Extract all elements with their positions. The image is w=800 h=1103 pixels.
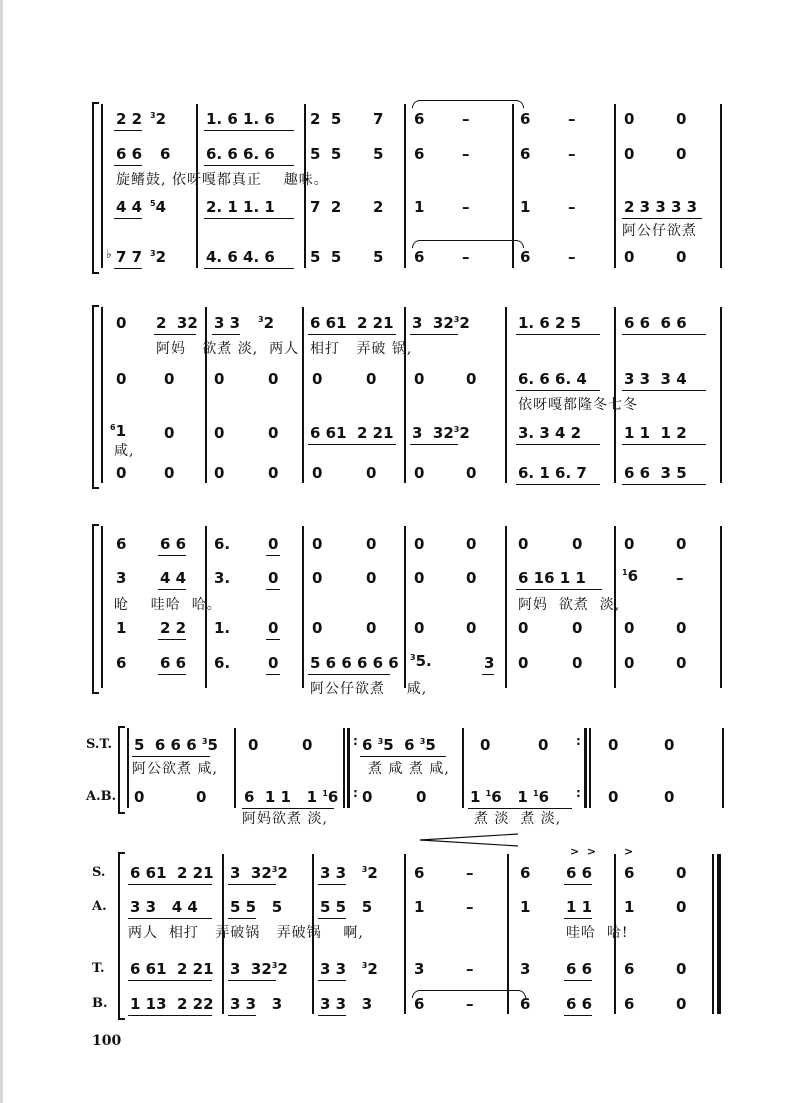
barline [404,307,406,483]
barline [234,728,236,808]
lyric-line: 阿妈 欲煮 淡, 两人 相打 弄破 锅, [156,341,413,357]
lyric-line: 阿公欲煮 咸, [132,761,218,777]
lyric-line: 阿妈 欲煮 淡, [518,597,621,613]
system-5-bracket [118,852,125,1020]
lyric-line: 旋鳍鼓, 依呀嘎都真正 趣味。 [116,172,329,188]
barline [614,104,616,268]
barline [589,728,591,808]
system-1-bracket [92,102,99,274]
final-barline-thick [717,854,721,1014]
lyric-line: 煮 淡 煮 淡, [474,811,562,827]
lyric-line: 两人 相打 弄破锅 弄破锅 啊, [128,925,364,941]
page-edge [0,0,3,1103]
barline [722,728,724,808]
lyric-line: 阿公仔欲煮 咸, [310,681,428,697]
barline [404,526,406,688]
barline [505,526,507,688]
barline [720,307,722,483]
barline [343,728,345,808]
part-label-st: S.T. [86,737,112,752]
part-label-t: T. [92,961,105,976]
barline [505,307,507,483]
lyric-line: 哇哈 哈! [566,925,629,941]
barline [720,104,722,268]
system-2-bracket [92,305,99,489]
lyric-line: 依呀嘎都隆冬七冬 [518,397,638,413]
barline [302,307,304,483]
repeat-end [584,728,587,808]
accent-mark: > [624,845,634,858]
final-barline-thin [712,854,714,1014]
part-label-ab: A.B. [86,789,117,804]
barline [302,526,304,688]
part-label-b: B. [92,996,108,1011]
lyric-line: 煮 咸 煮 咸, [368,761,450,777]
barline [101,526,103,688]
barline [404,854,406,1014]
barline [462,728,464,808]
system-3-bracket [92,524,99,694]
system-4-bracket [118,726,125,814]
lyric-line: 咸, [114,443,135,459]
accent-mark: > > [570,845,597,858]
barline [614,307,616,483]
barline [720,526,722,688]
barline [127,728,129,808]
barline [404,104,406,268]
barline [205,307,207,483]
crescendo-hairpin [420,832,520,848]
part-label-s: S. [92,865,106,880]
page-number: 100 [92,1033,122,1049]
system-1-start-barline [101,104,103,268]
lyric-line: 呛 哇哈 哈。 [114,597,222,613]
repeat-start [347,728,350,808]
lyric-line: 阿妈欲煮 淡, [242,811,328,827]
lyric-line: 阿公仔欲煮 [622,223,697,239]
barline [101,307,103,483]
part-label-a: A. [92,899,107,914]
